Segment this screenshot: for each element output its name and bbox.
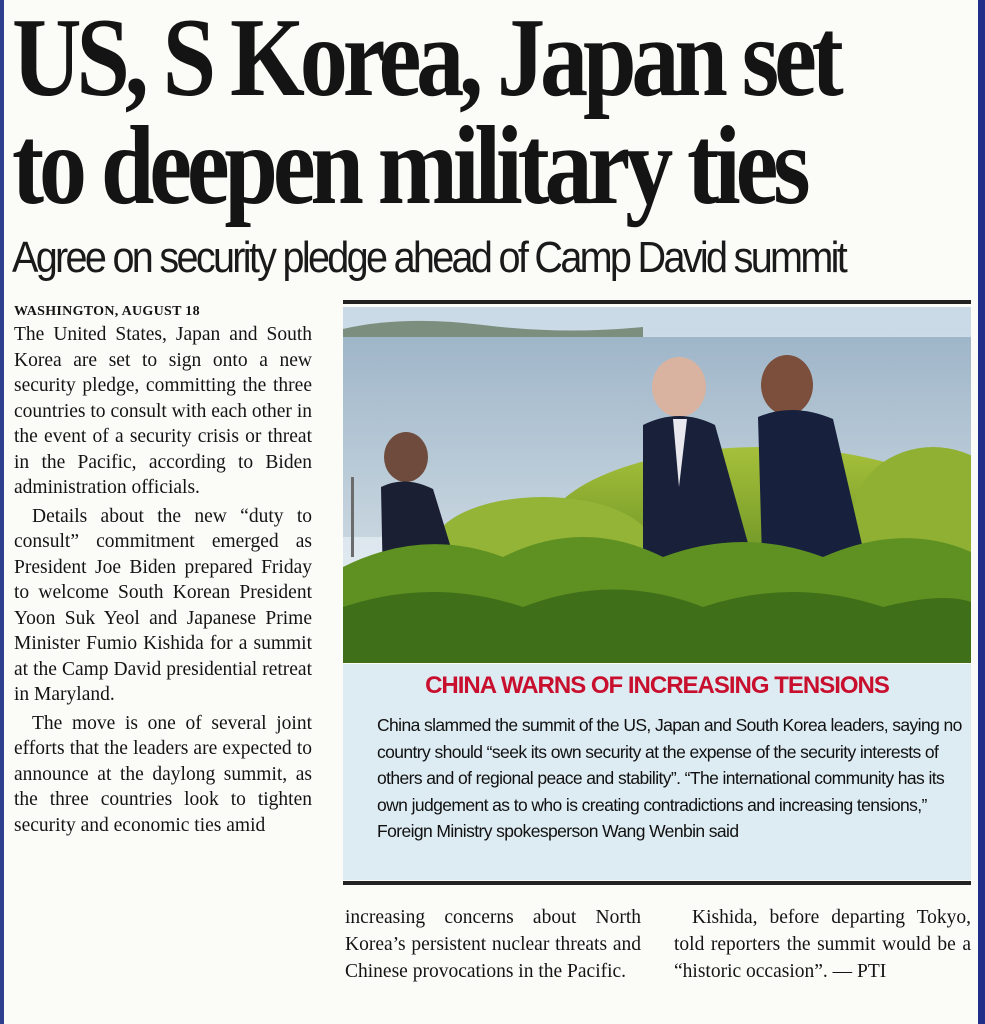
article-column-right <box>674 904 971 985</box>
sidebar-box <box>343 664 971 880</box>
paragraph-1: The United States, Japan and South Korea are set to sign onto a new security pledge, committing the three countries to consult with each other in the event of a security crisis or threat in the Pacific, according to Biden administration officials. <box>14 324 312 498</box>
article-column-middle <box>345 904 641 985</box>
right-border <box>978 0 985 1024</box>
article-column-left <box>14 302 312 838</box>
leaders-walking-photo <box>343 307 971 663</box>
paragraph-2: Details about the new “duty to consult” commitment emerged as President Joe Biden prepared Friday to welcome South Korean President Yoon Suk Yeol and Japanese Prime Minister Fumio Kishida for a summit at the Camp David presidential retreat in Maryland. <box>14 505 312 705</box>
left-border <box>0 0 4 1024</box>
headline <box>12 0 839 228</box>
paragraph-5: Kishida, before departing Tokyo, told reporters the summit would be a “historic occasion”. — PTI <box>674 907 971 982</box>
dateline: WASHINGTON, AUGUST 18 <box>14 304 200 319</box>
photo-top-rule <box>343 300 971 304</box>
headline-line-2: to deepen military ties <box>12 104 806 228</box>
headline-line-1: US, S Korea, Japan set <box>12 0 839 120</box>
sidebar-text: China slammed the summit of the US, Japan and South Korea leaders, saying no country should “seek its own security at the expense of the security interests of others and of regional peace and stability”. “The international community has its own judgement as to who is creating contradictions and increasing tensions,” Foreign Ministry spokesperson Wang Wenbin said <box>377 715 962 841</box>
paragraph-3: The move is one of several joint efforts that the leaders are expected to announce at the daylong summit, as the three countries look to tighten security and economic ties amid <box>14 712 312 836</box>
sidebar-title: CHINA WARNS OF INCREASING TENSIONS <box>425 672 889 699</box>
sidebar-bottom-rule <box>343 881 971 885</box>
subheadline: Agree on security pledge ahead of Camp David summit <box>12 233 846 282</box>
paragraph-4: increasing concerns about North Korea’s persistent nuclear threats and Chinese provocations in the Pacific. <box>345 907 641 982</box>
